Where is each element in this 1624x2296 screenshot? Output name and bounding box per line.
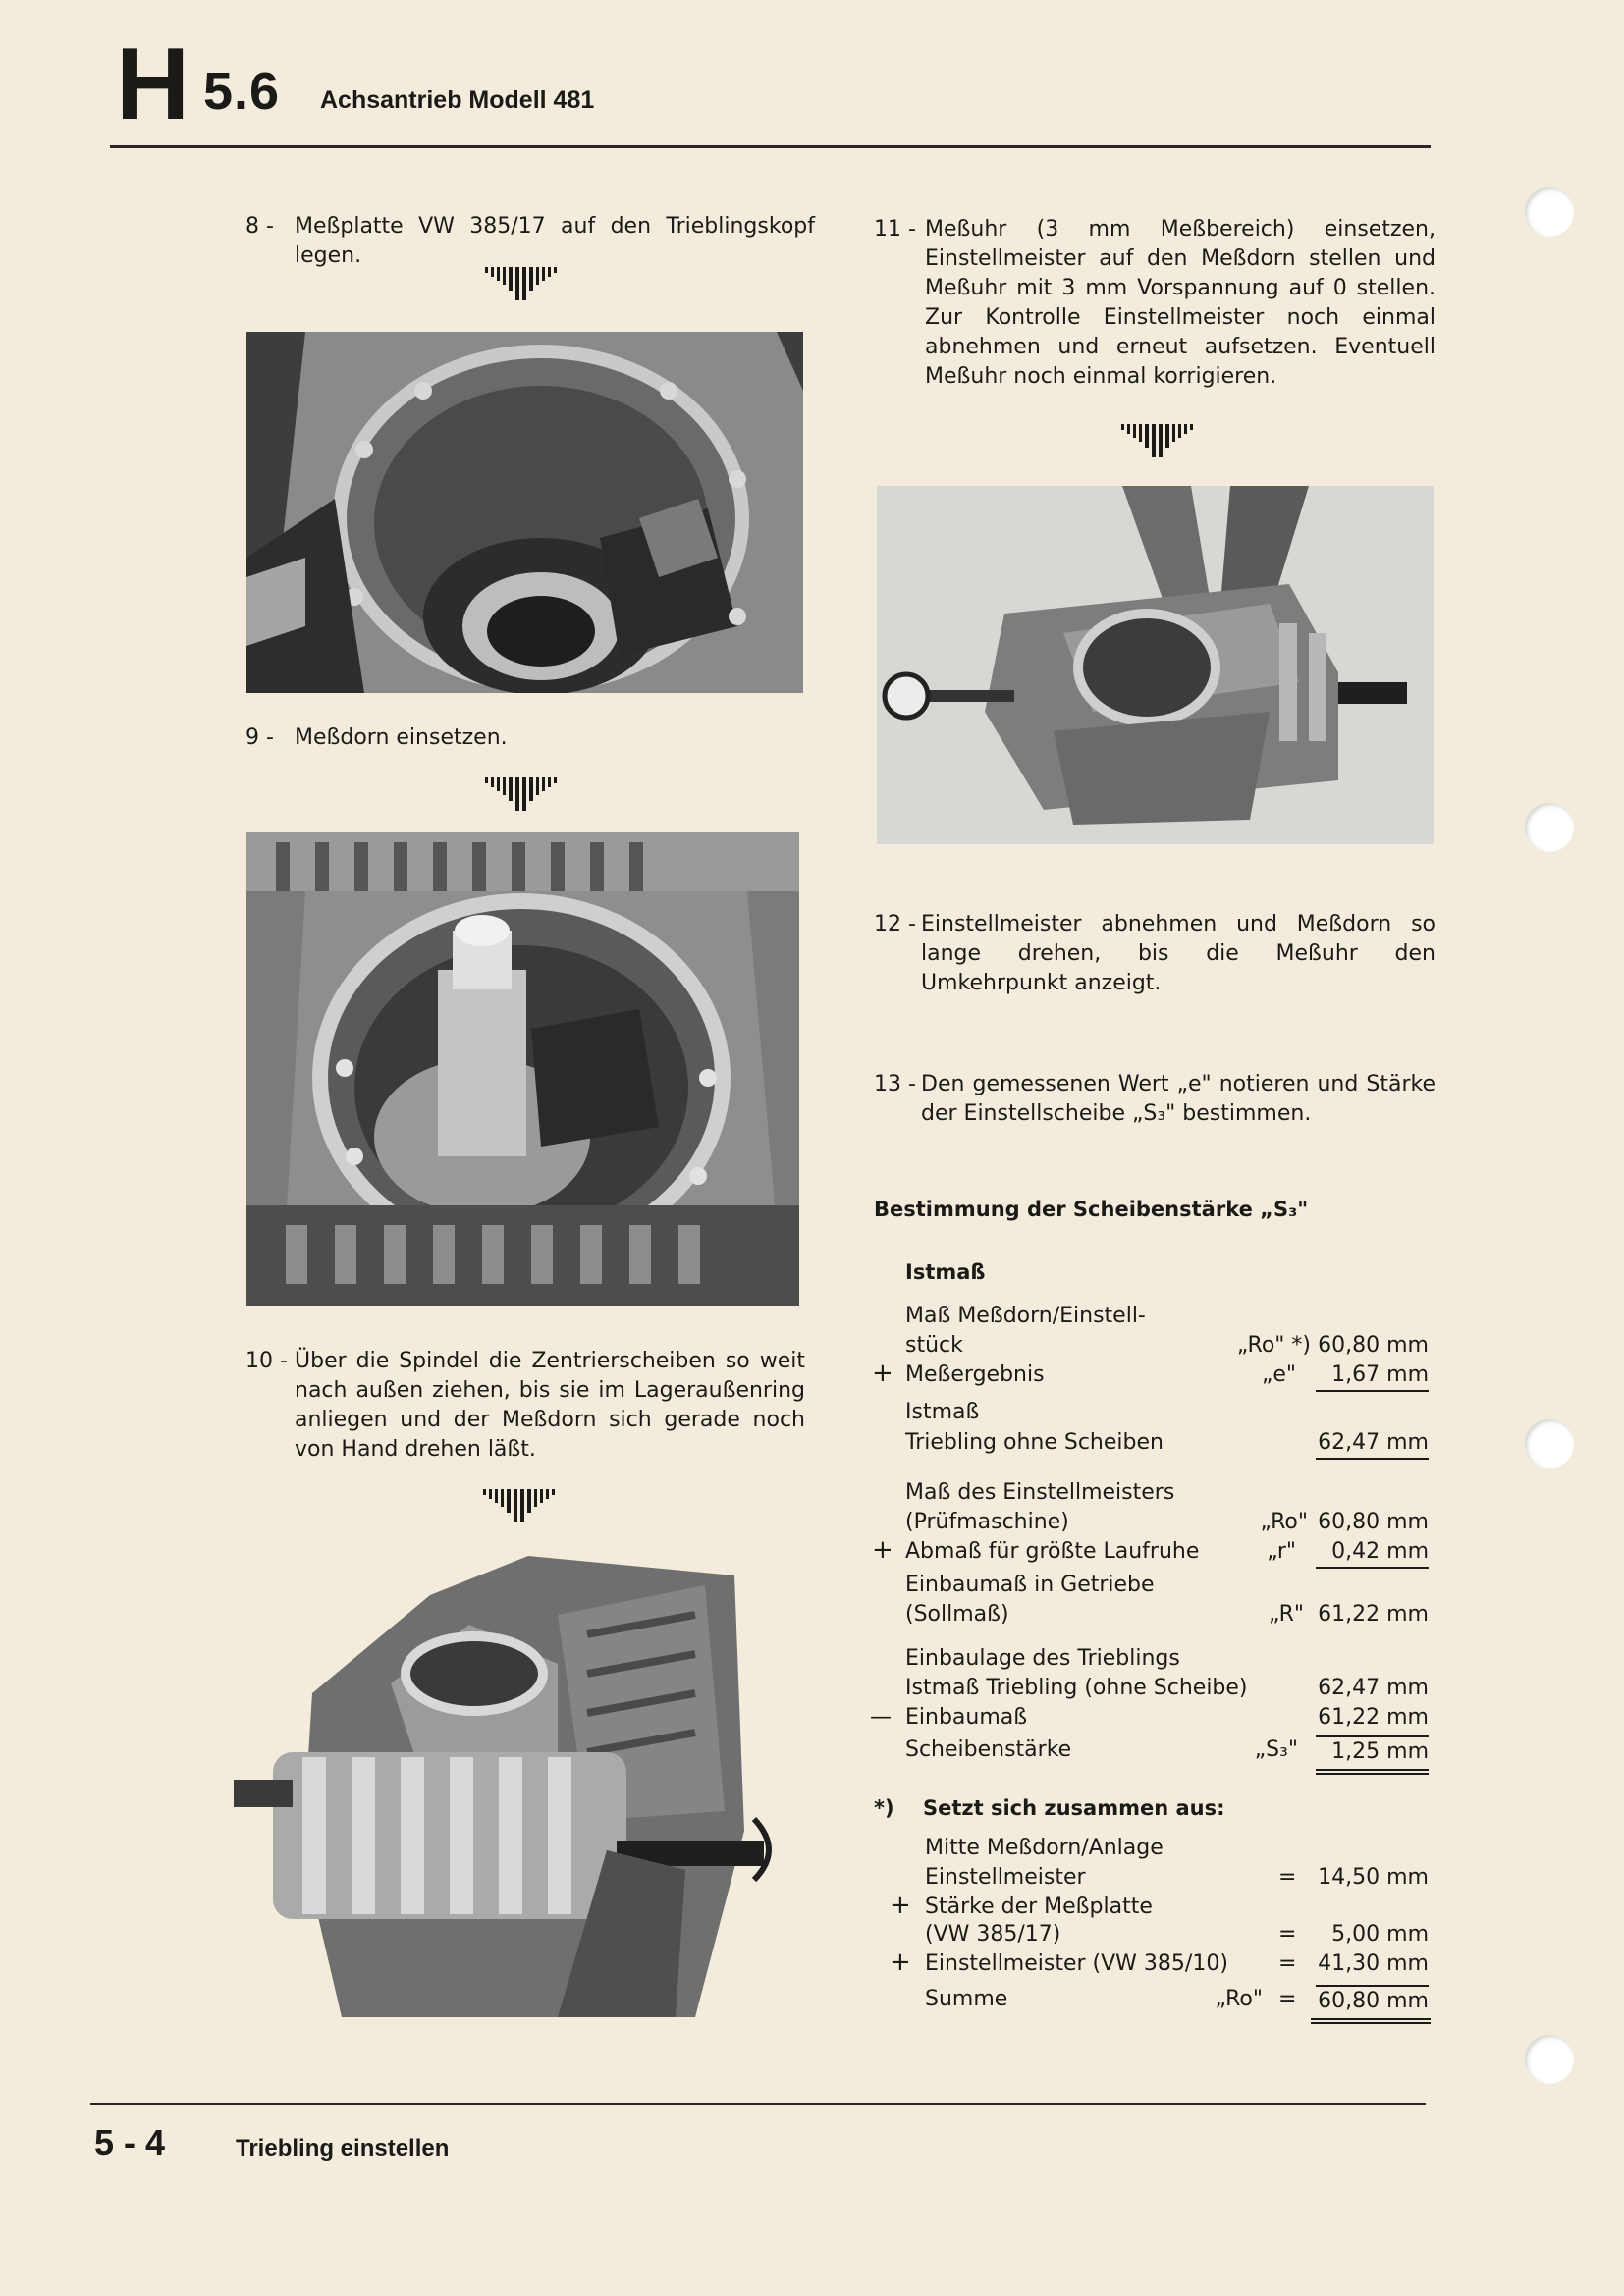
- footnote-mark: *): [874, 1796, 894, 1820]
- step-text: Über die Spindel die Zentrierscheiben so weit nach außen ziehen, bis sie im Lageraußenring anliegen und der Meßdorn sich gerade noch von Hand drehen läßt.: [295, 1349, 805, 1462]
- calc-label: (Sollmaß): [905, 1602, 1009, 1627]
- section-code: H: [116, 27, 189, 141]
- equals-sign: =: [1278, 1865, 1297, 1890]
- calc-label: Istmaß Triebling (ohne Scheibe): [905, 1676, 1248, 1700]
- calc-label: Istmaß: [905, 1400, 980, 1424]
- calc-label: stück: [905, 1333, 963, 1358]
- calc-label: Einbaulage des Trieblings: [905, 1646, 1180, 1671]
- minus-sign: —: [870, 1705, 892, 1730]
- calc-label: Maß des Einstellmeisters: [905, 1480, 1175, 1505]
- calc-value: 60,80 mm: [1318, 1333, 1429, 1358]
- equals-sign: =: [1278, 1922, 1297, 1947]
- calc-label: Einbaumaß: [905, 1705, 1028, 1730]
- calc-label: Stärke der Meßplatte: [925, 1895, 1153, 1919]
- calc-value: 60,80 mm: [1316, 1985, 1429, 2016]
- calc-value: 0,42 mm: [1316, 1537, 1429, 1569]
- calc-value: 1,67 mm: [1316, 1361, 1429, 1392]
- calc-symbol: „R": [1268, 1602, 1304, 1627]
- calc-symbol: „Ro": [1260, 1510, 1308, 1534]
- calc-value: 61,22 mm: [1318, 1602, 1429, 1627]
- photo-centering-discs-spindle: [234, 1556, 803, 2017]
- calc-symbol: „r": [1267, 1539, 1296, 1564]
- arrow-down-icon: [471, 775, 569, 819]
- calc-label: Meßergebnis: [905, 1362, 1045, 1387]
- step-text: Meßuhr (3 mm Meßbereich) einsetzen, Einstellmeister auf den Meßdorn stellen und Meßuhr mit 3 mm Vorspannung auf 0 stellen. Zur Kontrolle Einstellmeister noch einmal abnehmen und erneut aufsetzen. Eventuell Meßuhr noch einmal korrigieren.: [925, 217, 1435, 389]
- punch-hole: [1525, 187, 1574, 237]
- step-number: 11 -: [874, 217, 916, 241]
- double-underline: [1311, 2018, 1431, 2024]
- calc-label: (VW 385/17): [925, 1922, 1061, 1947]
- plus-sign: +: [872, 1535, 893, 1565]
- calc-symbol: „Ro" *): [1236, 1333, 1311, 1358]
- calc-label: Einstellmeister (VW 385/10): [925, 1951, 1228, 1976]
- step-number: 9 -: [245, 725, 274, 750]
- calc-label: Scheibenstärke: [905, 1737, 1072, 1762]
- section-number: 5.6: [203, 62, 281, 121]
- step-number: 13 -: [874, 1072, 916, 1096]
- calc-symbol: „Ro": [1215, 1987, 1263, 2011]
- calc-value: 14,50 mm: [1318, 1865, 1429, 1890]
- step-13: [874, 1070, 1435, 1133]
- calc-label: Abmaß für größte Laufruhe: [905, 1539, 1200, 1564]
- step-number: 12 -: [874, 912, 916, 936]
- calc-value: 62,47 mm: [1316, 1428, 1429, 1460]
- punch-hole: [1525, 803, 1574, 852]
- step-text: Meßplatte VW 385/17 auf den Trieblingskopf legen.: [295, 214, 815, 268]
- calc-symbol: „e": [1261, 1362, 1296, 1387]
- footnote-heading: Setzt sich zusammen aus:: [923, 1796, 1225, 1820]
- header-rule: [110, 145, 1431, 148]
- calc-value: 61,22 mm: [1318, 1705, 1429, 1730]
- photo-gearbox-housing-measuring-plate: [246, 332, 803, 693]
- calc-label: Einbaumaß in Getriebe: [905, 1573, 1155, 1597]
- calc-label: Einstellmeister: [925, 1865, 1086, 1890]
- photo-dial-gauge-setting: [877, 486, 1434, 844]
- step-12: [874, 910, 1435, 1002]
- calc-label: (Prüfmaschine): [905, 1510, 1069, 1534]
- footer-title: Triebling einstellen: [236, 2135, 450, 2162]
- plus-sign: +: [890, 1948, 911, 1977]
- calc-heading: Bestimmung der Scheibenstärke „S₃": [874, 1198, 1309, 1221]
- page-title: Achsantrieb Modell 481: [320, 86, 595, 114]
- calc-value: 41,30 mm: [1318, 1951, 1429, 1976]
- footer-rule: [90, 2103, 1426, 2105]
- calc-label: Maß Meßdorn/Einstell-: [905, 1304, 1146, 1328]
- step-text: Den gemessenen Wert „e" notieren und Stärke der Einstellscheibe „S₃" bestimmen.: [921, 1072, 1435, 1126]
- equals-sign: =: [1278, 1951, 1297, 1976]
- punch-hole: [1525, 2035, 1574, 2084]
- calc-symbol: „S₃": [1254, 1737, 1298, 1762]
- calc-value: 60,80 mm: [1318, 1510, 1429, 1534]
- calc-label: Mitte Meßdorn/Anlage: [925, 1836, 1164, 1860]
- step-number: 10 -: [245, 1349, 288, 1373]
- double-underline: [1316, 1769, 1429, 1775]
- step-text: Meßdorn einsetzen.: [295, 725, 508, 750]
- arrow-down-icon: [1108, 422, 1206, 465]
- calc-label: Summe: [925, 1987, 1008, 2011]
- photo-measuring-mandrel-inserted: [246, 832, 799, 1306]
- plus-sign: +: [890, 1891, 911, 1920]
- step-number: 8 -: [245, 214, 274, 239]
- calc-value: 1,25 mm: [1316, 1735, 1429, 1767]
- page-number: 5 - 4: [94, 2122, 166, 2163]
- punch-hole: [1525, 1419, 1574, 1468]
- calc-label: Triebling ohne Scheiben: [905, 1430, 1164, 1455]
- calc-value: 5,00 mm: [1331, 1922, 1429, 1947]
- calc-value: 62,47 mm: [1318, 1676, 1429, 1700]
- arrow-down-icon: [471, 265, 569, 308]
- calc-istmass-heading: Istmaß: [905, 1260, 986, 1284]
- plus-sign: +: [872, 1359, 893, 1388]
- step-10: [245, 1347, 805, 1472]
- step-9: [245, 723, 815, 755]
- equals-sign: =: [1278, 1987, 1297, 2011]
- arrow-down-icon: [469, 1487, 568, 1530]
- step-11: [874, 215, 1435, 401]
- step-text: Einstellmeister abnehmen und Meßdorn so lange drehen, bis die Meßuhr den Umkehrpunkt anzeigt.: [921, 912, 1435, 995]
